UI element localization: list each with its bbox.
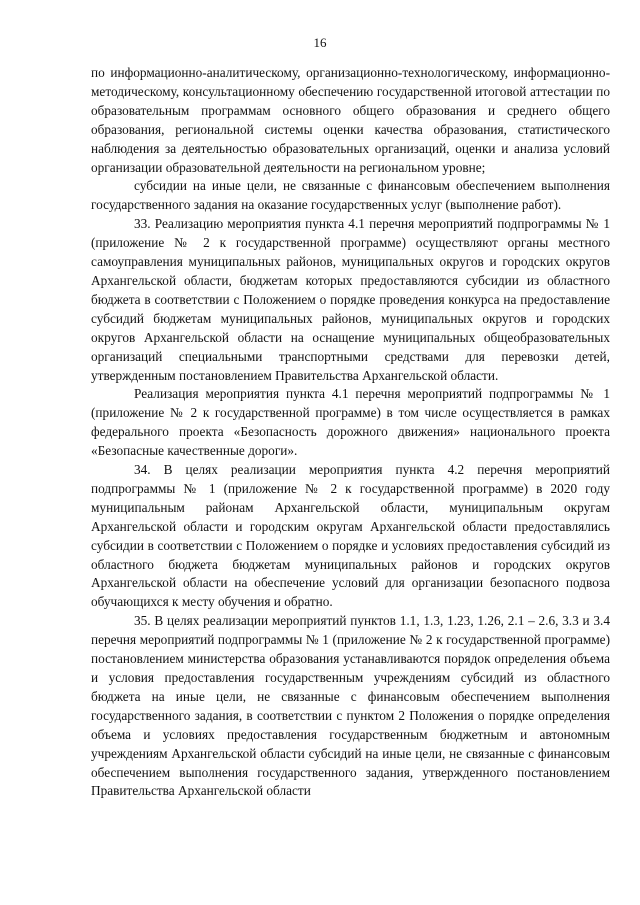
- paragraph-continuation: по информационно-аналитическому, организационно-технологическому, информационно-методическому, консультационному обеспечению государственной итоговой аттестации по образовательным программам основного общего образования и среднего общего образования, региональной системы оценки качества образования, статистического наблюдения за деятельностью образовательных организаций, оценки и анализа условий организации образовательной деятельности на региональном уровне;: [91, 65, 610, 175]
- paragraph-subsidies-other: субсидии на иные цели, не связанные с финансовым обеспечением выполнения государственного задания на оказание государственных услуг (выполнение работ).: [91, 178, 610, 213]
- paragraph-item-33-implementation: Реализация мероприятия пункта 4.1 перечня мероприятий подпрограммы № 1 (приложение № 2 к государственной программе) в том числе осуществляется в рамках федерального проекта «Безопасность дорожного движения» национального проекта «Безопасные качественные дороги».: [91, 386, 610, 459]
- paragraph-item-35: 35. В целях реализации мероприятий пунктов 1.1, 1.3, 1.23, 1.26, 2.1 – 2.6, 3.3 и 3.4 перечня мероприятий подпрограммы № 1 (приложение № 2 к государственной программе) постановлением министерства образования устанавливаются порядок определения объема и условия предоставления государственным учреждениям субсидий из областного бюджета на иные цели, не связанные с финансовым обеспечением выполнения государственного задания, в соответствии с пунктом 2 Положения о порядке определения объема и условиях предоставления государственным бюджетным и автономным учреждениям Архангельской области субсидий на иные цели, не связанные с финансовым обеспечением выполнения государственного задания, утвержденного постановлением Правительства Архангельской области: [91, 613, 610, 799]
- paragraph-item-33: 33. Реализацию мероприятия пункта 4.1 перечня мероприятий подпрограммы № 1 (приложение № 2 к государственной программе) осуществляют органы местного самоуправления муниципальных районов, муниципальных округов и городских округов Архангельской области, бюджетам которых предоставляются субсидии из областного бюджета в соответствии с Положением о порядке проведения конкурса на предоставление субсидий бюджетам муниципальных районов, муниципальных округов и городских округов Архангельской области на оснащение муниципальных общеобразовательных организаций специальными транспортными средствами для перевозки детей, утвержденным постановлением Правительства Архангельской области.: [91, 216, 610, 383]
- document-body: [91, 64, 610, 801]
- page-number: 16: [313, 35, 327, 50]
- paragraph-item-34: 34. В целях реализации мероприятия пункта 4.2 перечня мероприятий подпрограммы № 1 (приложение № 2 к государственной программе) в 2020 году муниципальным районам Архангельской области, муниципальным округам Архангельской области и городским округам Архангельской области предоставлялись субсидии в соответствии с Положением о порядке и условиях предоставления субсидий из областного бюджета бюджетам муниципальных районов и городских округов Архангельской области на обеспечение условий для организации безопасного подвоза обучающихся к месту обучения и обратно.: [91, 462, 610, 610]
